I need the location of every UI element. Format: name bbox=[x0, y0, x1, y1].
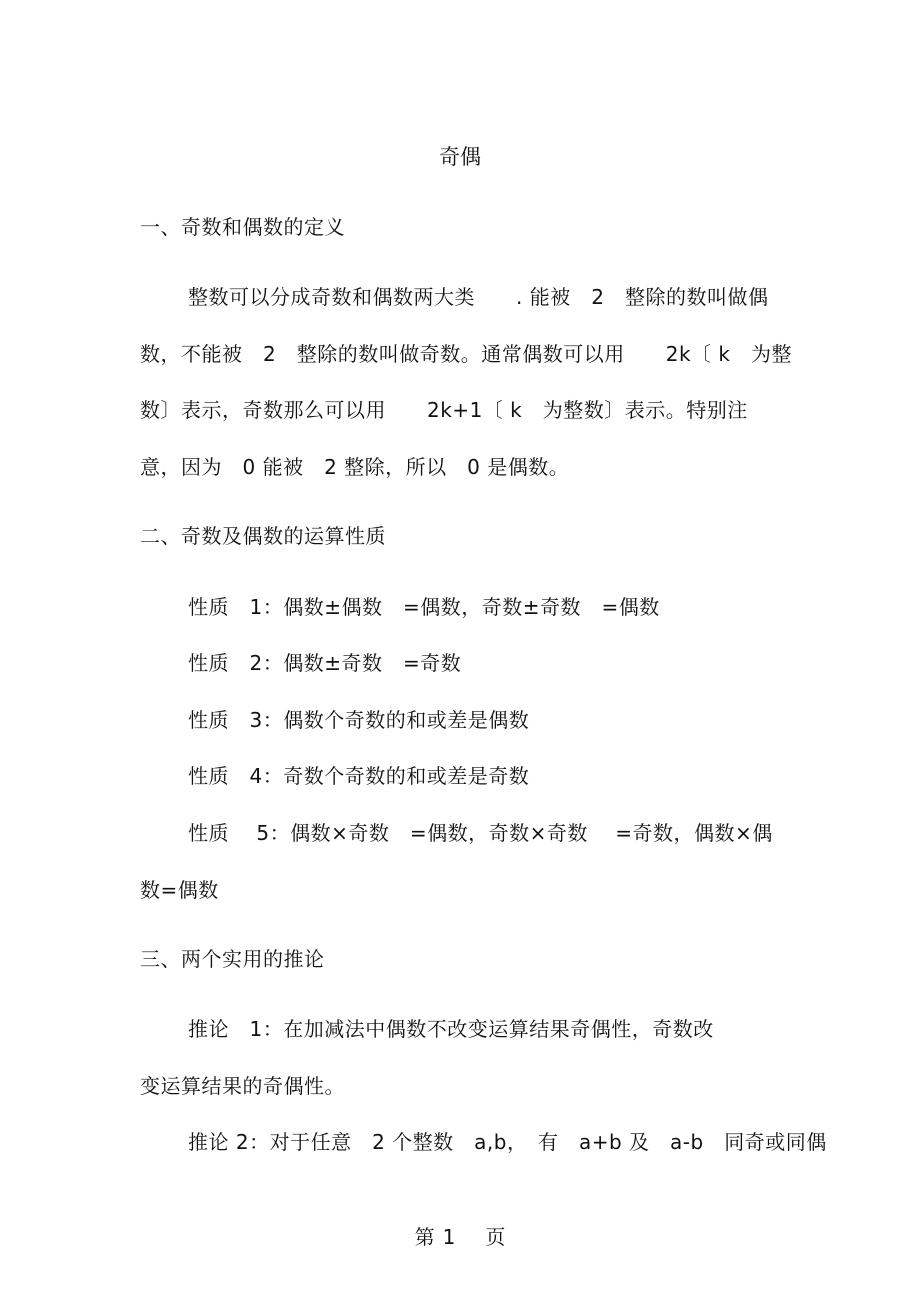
corollary-1: 推论 1：在加减法中偶数不改变运算结果奇偶性，奇数改 bbox=[188, 1017, 714, 1041]
property-1: 性质 1：偶数±偶数 =偶数，奇数±奇数 =偶数 bbox=[188, 595, 660, 619]
footer-prefix: 第 bbox=[414, 1225, 435, 1249]
corollary-2: 推论 2：对于任意 2 个整数 a,b， 有 a+b 及 a-b 同奇或同偶 bbox=[188, 1130, 827, 1154]
property-2: 性质 2：偶数±奇数 =奇数 bbox=[188, 651, 462, 675]
section-2-heading: 二、奇数及偶数的运算性质 bbox=[140, 524, 386, 548]
section-1-paragraph-line: 意，因为 0 能被 2 整除，所以 0 是偶数。 bbox=[140, 455, 570, 479]
section-3-heading: 三、两个实用的推论 bbox=[140, 947, 325, 971]
corollary-1-continuation: 变运算结果的奇偶性。 bbox=[140, 1074, 345, 1098]
property-4: 性质 4：奇数个奇数的和或差是奇数 bbox=[188, 764, 530, 788]
property-5-continuation: 数=偶数 bbox=[140, 878, 219, 902]
property-5: 性质 5：偶数×奇数 =偶数，奇数×奇数 =奇数，偶数×偶 bbox=[188, 821, 773, 845]
section-1-paragraph-line: 整数可以分成奇数和偶数两大类 . 能被 2 整除的数叫做偶 bbox=[188, 285, 769, 309]
section-1-paragraph-line: 数，不能被 2 整除的数叫做奇数。通常偶数可以用 2k〔 k 为整 bbox=[140, 342, 792, 366]
page-number: 1 bbox=[442, 1225, 456, 1249]
document-title: 奇偶 bbox=[439, 145, 481, 169]
footer-suffix: 页 bbox=[485, 1225, 506, 1249]
page-footer bbox=[0, 1223, 920, 1251]
section-1-heading: 一、奇数和偶数的定义 bbox=[140, 215, 345, 239]
property-3: 性质 3：偶数个奇数的和或差是偶数 bbox=[188, 708, 530, 732]
section-1-paragraph-line: 数〕表示，奇数那么可以用 2k+1〔 k 为整数〕表示。特别注 bbox=[140, 398, 748, 422]
